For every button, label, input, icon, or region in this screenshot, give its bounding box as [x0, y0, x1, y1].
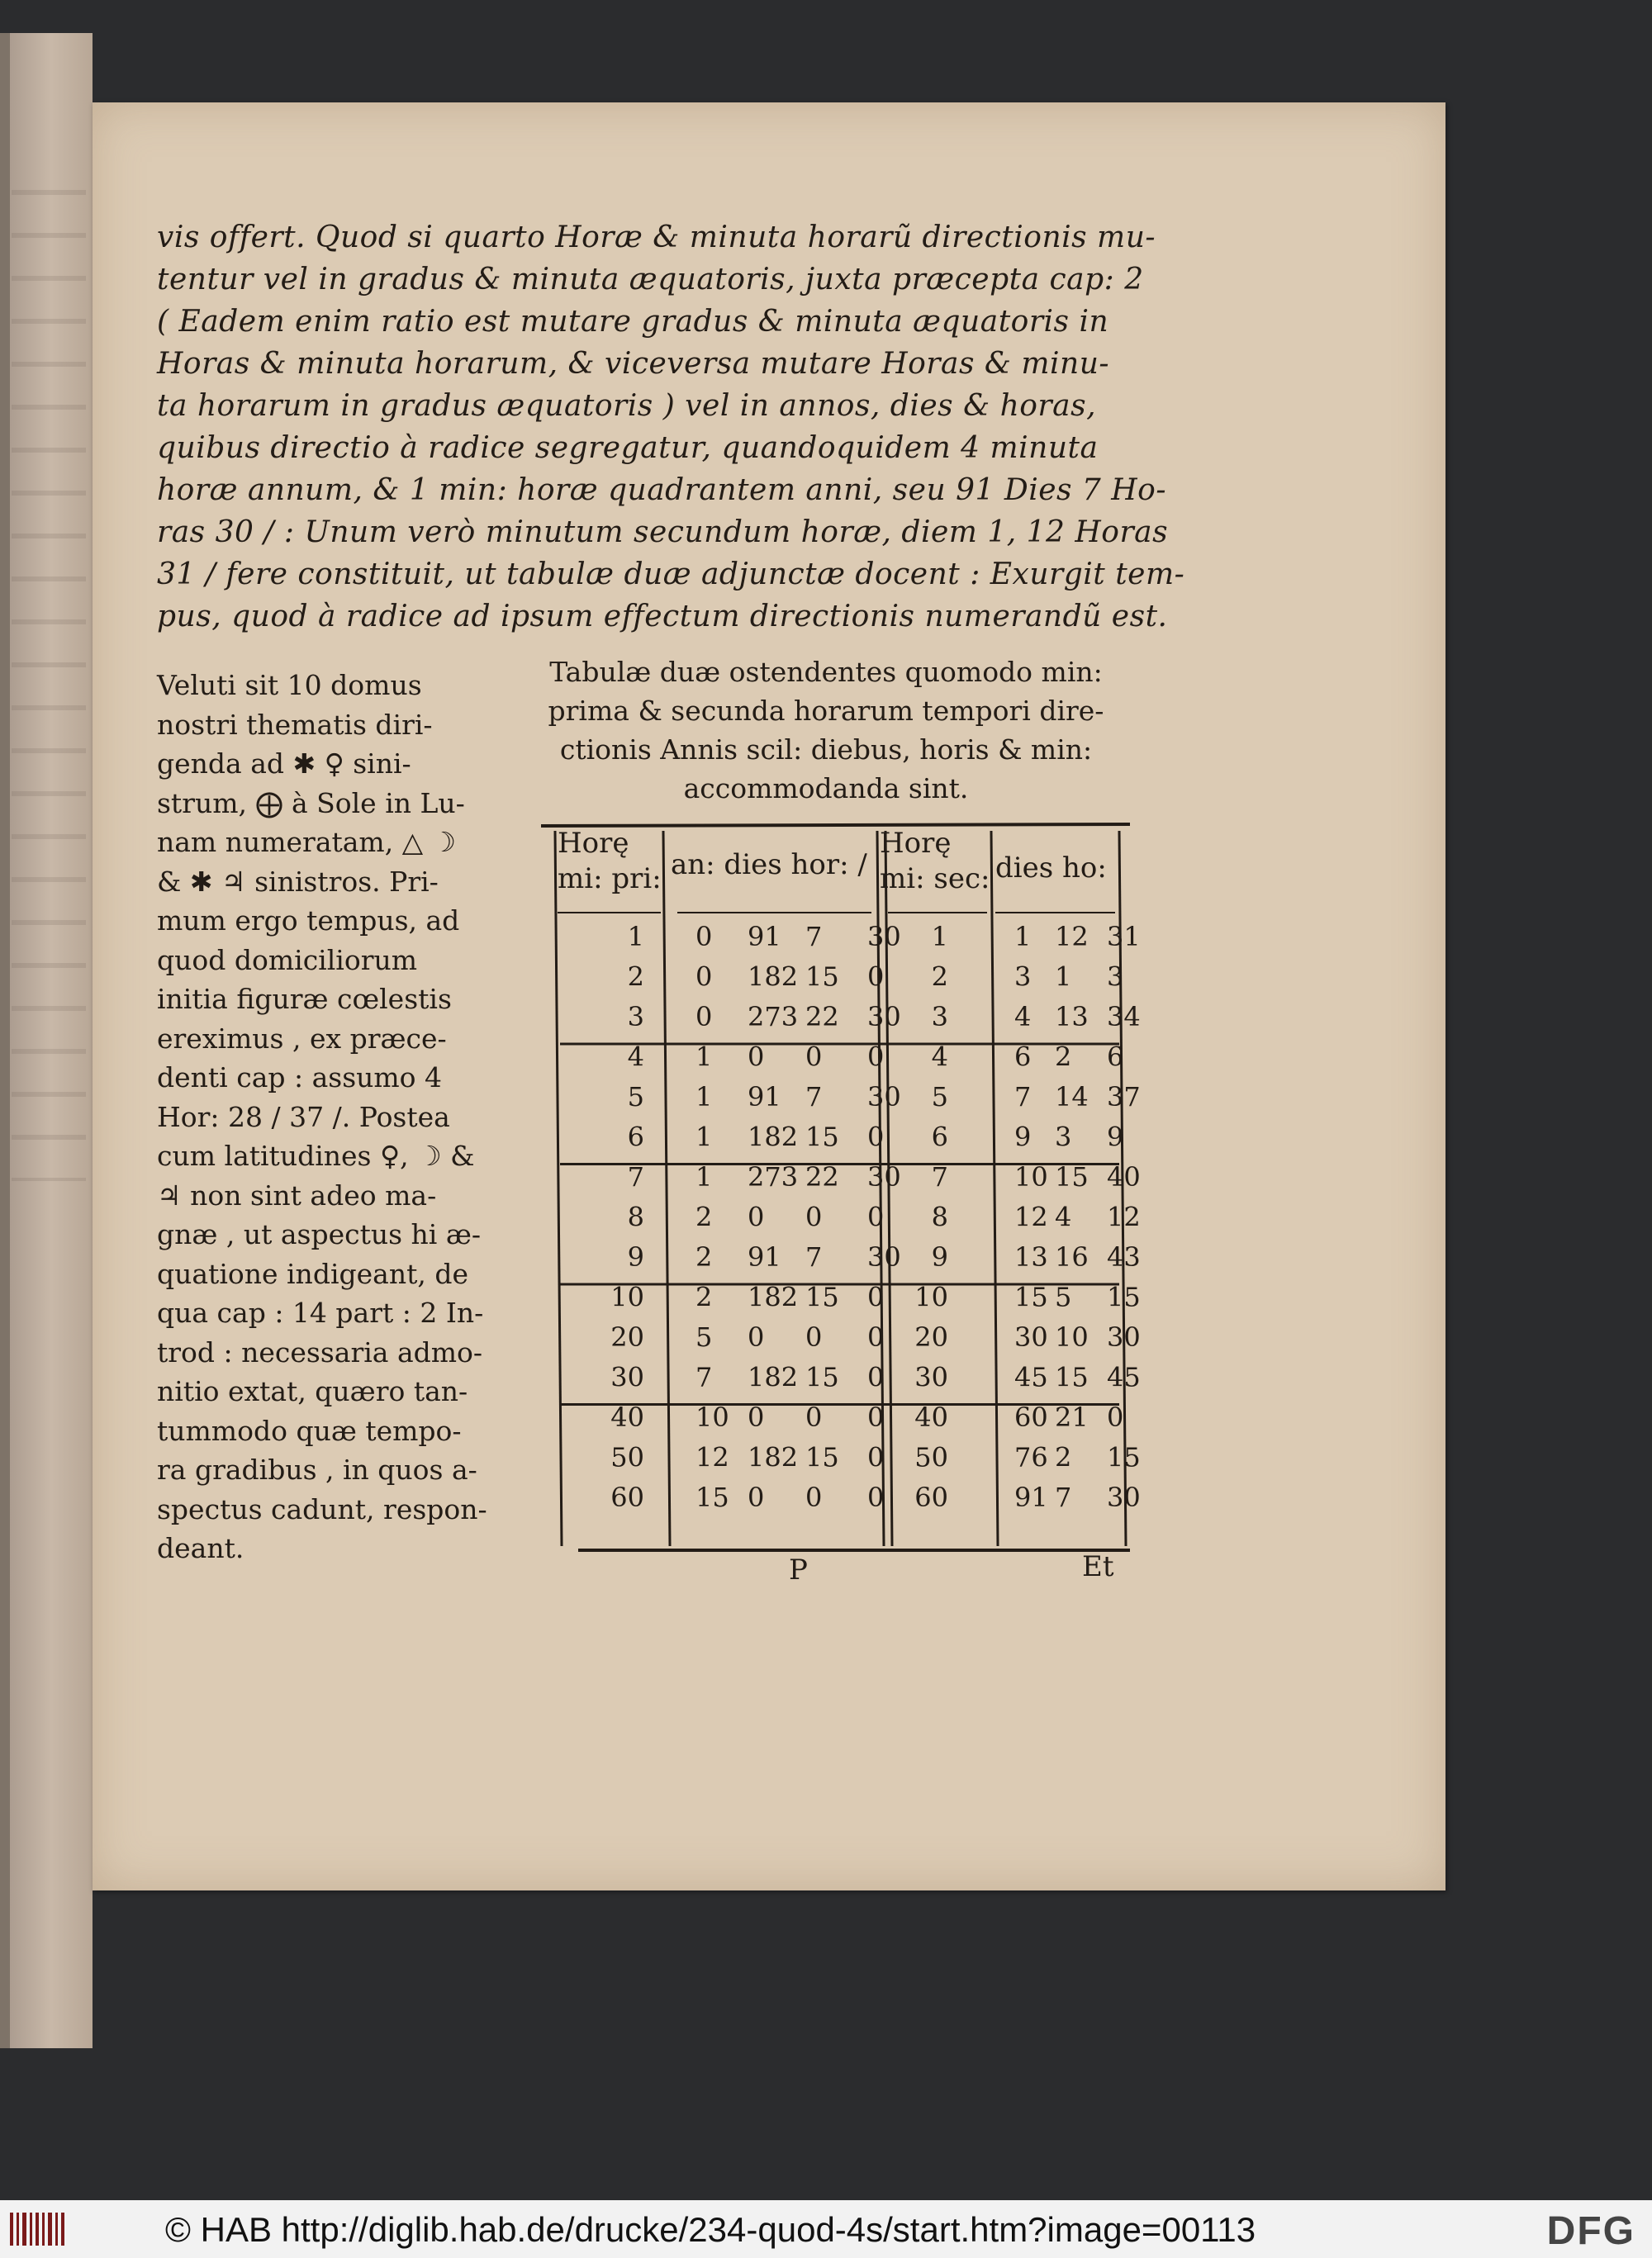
- table-cell-m: 15: [1107, 1441, 1141, 1473]
- table-cell-hor: 15: [805, 1361, 839, 1393]
- table-cell-ms: 40: [914, 1402, 948, 1433]
- text-line: quibus directio à radice segregatur, quandoquidem 4 minuta: [157, 431, 1099, 465]
- table-cell-m: 3: [1107, 961, 1124, 993]
- text-line: ra gradibus , in quos a-: [157, 1454, 477, 1486]
- table-cell-an: 7: [695, 1361, 713, 1393]
- table-cell-dies: 91: [748, 1081, 781, 1112]
- table-cell-m: 9: [1107, 1121, 1124, 1153]
- table-cell-an: 5: [695, 1321, 713, 1353]
- table-cell-ms: 30: [914, 1361, 948, 1393]
- table-cell-dies: 182: [748, 1121, 799, 1153]
- table-cell-ms: 7: [931, 1161, 948, 1193]
- header-min-secunda: mi: sec:: [880, 862, 990, 895]
- table-cell-ms: 8: [931, 1201, 948, 1233]
- table-cell-min: 30: [867, 1081, 901, 1112]
- table-cell-h: 2: [1055, 1441, 1072, 1473]
- table-cell-mp: 30: [610, 1361, 644, 1393]
- table-cell-h: 4: [1055, 1201, 1072, 1233]
- signature-mark: P: [789, 1554, 808, 1587]
- text-line: Horas & minuta horarum, & viceversa mutare Horas & minu-: [157, 347, 1110, 381]
- table-cell-an: 1: [695, 1041, 713, 1073]
- table-cell-ms: 20: [914, 1321, 948, 1353]
- table-cell-mp: 3: [627, 1001, 644, 1032]
- header-an-dies-hor: an: dies hor: /: [671, 848, 867, 881]
- table-cell-mp: 2: [627, 961, 644, 993]
- table-cell-d: 6: [1014, 1041, 1032, 1073]
- table-cell-m: 43: [1107, 1241, 1141, 1273]
- table-cell-min: 0: [867, 961, 885, 993]
- table-cell-d: 7: [1014, 1081, 1032, 1112]
- table-cell-m: 37: [1107, 1081, 1141, 1112]
- copyright-url[interactable]: © HAB http://diglib.hab.de/drucke/234-quod-4s/start.htm?image=00113: [165, 2210, 1256, 2249]
- text-line: gnæ , ut aspectus hi æ-: [157, 1218, 482, 1250]
- table-cell-hor: 0: [805, 1201, 823, 1233]
- table-cell-an: 1: [695, 1121, 713, 1153]
- text-line: nostri thematis diri-: [157, 708, 433, 741]
- table-cells: [610, 921, 1140, 1513]
- table-cell-d: 1: [1014, 921, 1032, 952]
- table-cell-dies: 182: [748, 961, 799, 993]
- table-cell-m: 30: [1107, 1482, 1141, 1513]
- table-cell-hor: 0: [805, 1041, 823, 1073]
- text-line: qua cap : 14 part : 2 In-: [157, 1297, 484, 1329]
- table-cell-mp: 8: [627, 1201, 644, 1233]
- text-line: initia figuræ cœlestis: [157, 983, 452, 1015]
- table-cell-hor: 15: [805, 1441, 839, 1473]
- table-cell-mp: 9: [627, 1241, 644, 1273]
- table-cell-hor: 22: [805, 1001, 839, 1032]
- table-cell-d: 12: [1014, 1201, 1048, 1233]
- table-cell-mp: 50: [610, 1441, 644, 1473]
- table-cell-ms: 2: [931, 961, 948, 993]
- text-line: ras 30 / : Unum verò minutum secundum horæ, diem 1, 12 Horas: [157, 515, 1169, 549]
- table-cell-m: 6: [1107, 1041, 1124, 1073]
- caption-line: ctionis Annis scil: diebus, horis & min:: [559, 733, 1093, 766]
- text-line: nitio extat, quæro tan-: [157, 1375, 468, 1407]
- table-cell-h: 15: [1055, 1161, 1089, 1193]
- table-cell-d: 4: [1014, 1001, 1032, 1032]
- table-cell-h: 2: [1055, 1041, 1072, 1073]
- table-cell-d: 76: [1014, 1441, 1048, 1473]
- text-line: ereximus , ex præce-: [157, 1022, 447, 1055]
- table-cell-d: 13: [1014, 1241, 1048, 1273]
- text-line: Hor: 28 / 37 /. Postea: [157, 1100, 450, 1133]
- table-cell-ms: 10: [914, 1281, 948, 1313]
- table-cell-min: 0: [867, 1482, 885, 1513]
- table-cell-dies: 0: [748, 1482, 765, 1513]
- table-cell-min: 0: [867, 1121, 885, 1153]
- table-cell-dies: 182: [748, 1441, 799, 1473]
- table-cell-min: 30: [867, 1241, 901, 1273]
- text-line: strum, ⨁ à Sole in Lu-: [157, 786, 465, 819]
- table-cell-h: 1: [1055, 961, 1072, 993]
- table-cell-dies: 273: [748, 1001, 799, 1032]
- table-cell-ms: 6: [931, 1121, 948, 1153]
- table-cell-hor: 0: [805, 1402, 823, 1433]
- dfg-logo: DFG: [1546, 2209, 1635, 2253]
- table-cell-min: 30: [867, 1161, 901, 1193]
- table-cell-mp: 40: [610, 1402, 644, 1433]
- table-cell-m: 15: [1107, 1281, 1141, 1313]
- text-line: denti cap : assumo 4: [157, 1061, 443, 1093]
- text-line: vis offert. Quod si quarto Horæ & minuta horarũ directionis mu-: [157, 221, 1156, 254]
- table-cell-an: 0: [695, 1001, 713, 1032]
- table-cell-mp: 6: [627, 1121, 644, 1153]
- table-cell-an: 15: [695, 1482, 729, 1513]
- table-cell-hor: 7: [805, 921, 823, 952]
- table-cell-mp: 20: [610, 1321, 644, 1353]
- table-cell-h: 7: [1055, 1482, 1072, 1513]
- table-cell-min: 0: [867, 1441, 885, 1473]
- table-headers: [558, 827, 1107, 895]
- table-cell-h: 5: [1055, 1281, 1072, 1313]
- table-cell-hor: 0: [805, 1321, 823, 1353]
- table-cell-h: 14: [1055, 1081, 1089, 1112]
- text-line: & ✱ ♃ sinistros. Pri-: [157, 865, 439, 898]
- table-cell-min: 0: [867, 1321, 885, 1353]
- table-cell-hor: 7: [805, 1081, 823, 1112]
- table-cell-mp: 7: [627, 1161, 644, 1193]
- table-cell-h: 3: [1055, 1121, 1072, 1153]
- table-cell-dies: 0: [748, 1041, 765, 1073]
- table-cell-ms: 4: [931, 1041, 948, 1073]
- table-cell-d: 91: [1014, 1482, 1048, 1513]
- table-cell-an: 2: [695, 1241, 713, 1273]
- text-line: horæ annum, & 1 min: horæ quadrantem anni, seu 91 Dies 7 Ho-: [157, 473, 1167, 507]
- table-cell-m: 30: [1107, 1321, 1141, 1353]
- text-line: quatione indigeant, de: [157, 1257, 468, 1290]
- table-cell-d: 9: [1014, 1121, 1032, 1153]
- table-cell-min: 30: [867, 921, 901, 952]
- table-cell-an: 0: [695, 961, 713, 993]
- text-line: ♃ non sint adeo ma-: [157, 1179, 437, 1212]
- table-cell-dies: 0: [748, 1201, 765, 1233]
- table-cell-h: 12: [1055, 921, 1089, 952]
- table-cell-h: 16: [1055, 1241, 1089, 1273]
- table-cell-min: 0: [867, 1041, 885, 1073]
- text-line: Veluti sit 10 domus: [157, 669, 422, 701]
- table-cell-m: 34: [1107, 1001, 1141, 1032]
- table-cell-mp: 1: [627, 921, 644, 952]
- table-cell-min: 0: [867, 1402, 885, 1433]
- table-cell-d: 10: [1014, 1161, 1048, 1193]
- table-cell-an: 12: [695, 1441, 729, 1473]
- header-dies-ho: dies ho:: [995, 851, 1107, 885]
- table-cell-min: 0: [867, 1201, 885, 1233]
- table-cell-ms: 5: [931, 1081, 948, 1112]
- header-min-primary: mi: pri:: [558, 862, 662, 895]
- table-cell-d: 45: [1014, 1361, 1048, 1393]
- header-hore-primary: Horę: [558, 827, 629, 860]
- table-cell-dies: 0: [748, 1321, 765, 1353]
- table-cell-an: 2: [695, 1281, 713, 1313]
- table-cell-an: 1: [695, 1161, 713, 1193]
- text-line: mum ergo tempus, ad: [157, 904, 460, 937]
- table-cell-dies: 91: [748, 921, 781, 952]
- text-line: deant.: [157, 1532, 244, 1564]
- table-cell-hor: 15: [805, 961, 839, 993]
- table-cell-mp: 10: [610, 1281, 644, 1313]
- text-line: ta horarum in gradus æquatoris ) vel in annos, dies & horas,: [157, 389, 1097, 423]
- table-cell-ms: 50: [914, 1441, 948, 1473]
- table-cell-hor: 0: [805, 1482, 823, 1513]
- table-cell-hor: 15: [805, 1121, 839, 1153]
- table-cell-an: 1: [695, 1081, 713, 1112]
- table-cell-an: 2: [695, 1201, 713, 1233]
- table-cell-d: 60: [1014, 1402, 1048, 1433]
- table-cell-d: 15: [1014, 1281, 1048, 1313]
- table-cell-m: 12: [1107, 1201, 1141, 1233]
- table-cell-ms: 1: [931, 921, 948, 952]
- table-cell-ms: 60: [914, 1482, 948, 1513]
- table-cell-h: 10: [1055, 1321, 1089, 1353]
- text-line: tummodo quæ tempo-: [157, 1414, 462, 1447]
- table-cell-dies: 182: [748, 1361, 799, 1393]
- catchword: Et: [1082, 1550, 1114, 1583]
- table-cell-m: 45: [1107, 1361, 1141, 1393]
- table-cell-dies: 0: [748, 1402, 765, 1433]
- header-hore-secunda: Horę: [880, 827, 952, 860]
- text-line: trod : necessaria admo-: [157, 1335, 483, 1369]
- text-line: tentur vel in gradus & minuta æquatoris, juxta præcepta cap: 2: [157, 263, 1144, 296]
- table-cell-mp: 60: [610, 1482, 644, 1513]
- table-cell-an: 10: [695, 1402, 729, 1433]
- text-line: spectus cadunt, respon-: [157, 1492, 487, 1525]
- table-cell-m: 40: [1107, 1161, 1141, 1193]
- table-cell-ms: 9: [931, 1241, 948, 1273]
- table-cell-min: 30: [867, 1001, 901, 1032]
- table-cell-dies: 91: [748, 1241, 781, 1273]
- table-cell-min: 0: [867, 1361, 885, 1393]
- column-rule: [555, 831, 562, 1546]
- table-cell-dies: 273: [748, 1161, 799, 1193]
- table-cell-h: 13: [1055, 1001, 1089, 1032]
- table-cell-an: 0: [695, 921, 713, 952]
- footer-bar: [0, 2200, 1652, 2258]
- table-cell-m: 0: [1107, 1402, 1124, 1433]
- table-cell-hor: 7: [805, 1241, 823, 1273]
- caption-line: Tabulæ duæ ostendentes quomodo min:: [549, 656, 1103, 688]
- column-rule: [663, 831, 670, 1546]
- table-cell-mp: 5: [627, 1081, 644, 1112]
- text-line: 31 / fere constituit, ut tabulæ duæ adjunctæ docent : Exurgit tem-: [157, 557, 1185, 591]
- table-cell-h: 15: [1055, 1361, 1089, 1393]
- table-cell-mp: 4: [627, 1041, 644, 1073]
- table-cell-m: 31: [1107, 921, 1141, 952]
- text-line: cum latitudines ♀, ☽ &: [157, 1140, 475, 1172]
- table-cell-dies: 182: [748, 1281, 799, 1313]
- table-cell-min: 0: [867, 1281, 885, 1313]
- text-line: genda ad ✱ ♀ sini-: [157, 747, 411, 780]
- barcode-icon: [8, 2208, 66, 2250]
- table-top-rule: [541, 824, 1130, 826]
- table-cell-hor: 15: [805, 1281, 839, 1313]
- table-cell-hor: 22: [805, 1161, 839, 1193]
- table-cell-h: 21: [1055, 1402, 1089, 1433]
- text-line: quod domiciliorum: [157, 943, 418, 976]
- text-line: nam numeratam, △ ☽: [157, 826, 457, 858]
- table-cell-d: 3: [1014, 961, 1032, 993]
- table-cell-ms: 3: [931, 1001, 948, 1032]
- table-cell-d: 30: [1014, 1321, 1048, 1353]
- caption-line: prima & secunda horarum tempori dire-: [548, 695, 1104, 727]
- text-line: pus, quod à radice ad ipsum effectum directionis numerandũ est.: [157, 600, 1168, 633]
- caption-line: accommodanda sint.: [683, 772, 969, 804]
- column-rule: [991, 831, 998, 1546]
- text-line: ( Eadem enim ratio est mutare gradus & minuta æquatoris in: [157, 305, 1109, 339]
